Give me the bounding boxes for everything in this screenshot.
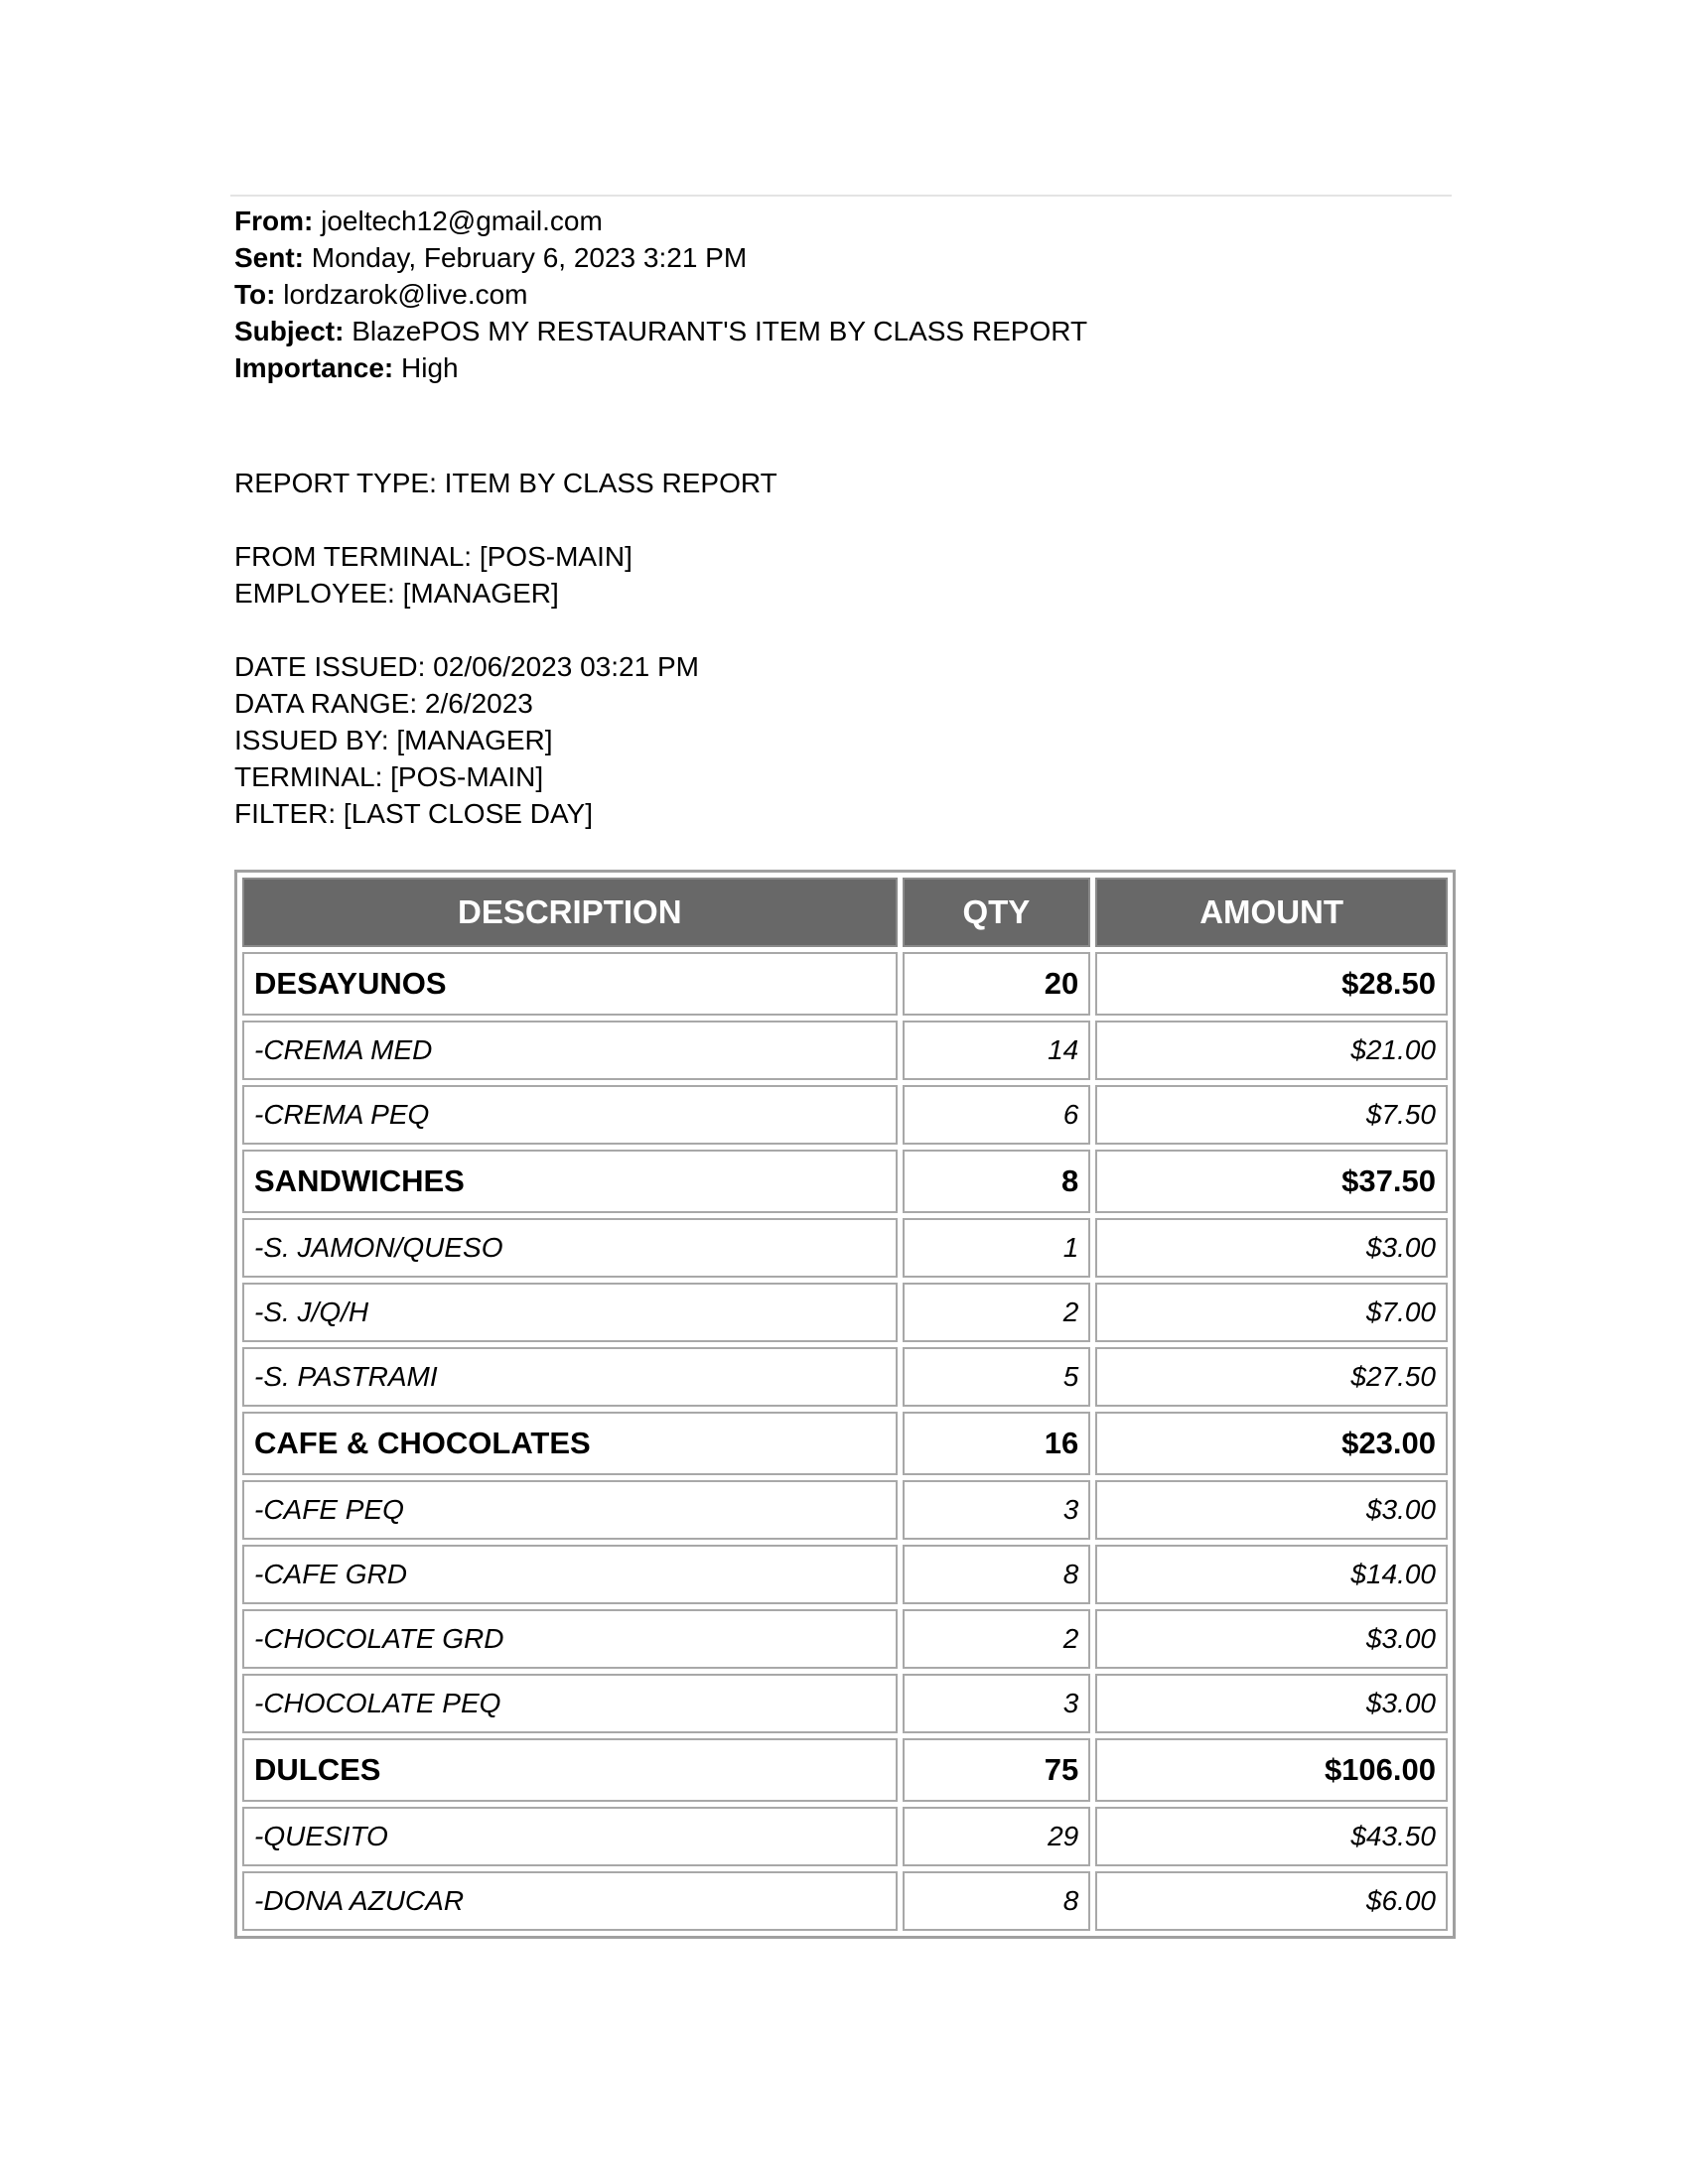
qty-cell: 29 xyxy=(903,1807,1091,1866)
description-cell: -CAFE GRD xyxy=(242,1545,898,1604)
item-row xyxy=(242,1085,1448,1145)
sent-row xyxy=(234,239,1087,276)
item-row xyxy=(242,1021,1448,1080)
header-description: DESCRIPTION xyxy=(242,878,898,947)
amount-cell: $106.00 xyxy=(1095,1738,1448,1802)
qty-cell: 8 xyxy=(903,1871,1091,1931)
description-cell: -CAFE PEQ xyxy=(242,1480,898,1540)
importance-label: Importance: xyxy=(234,352,394,383)
issued-by: ISSUED BY: [MANAGER] xyxy=(234,725,553,755)
amount-cell: $7.50 xyxy=(1095,1085,1448,1145)
amount-cell: $43.50 xyxy=(1095,1807,1448,1866)
qty-cell: 3 xyxy=(903,1674,1091,1733)
data-range: DATA RANGE: 2/6/2023 xyxy=(234,688,533,719)
from-label: From: xyxy=(234,205,314,236)
qty-cell: 2 xyxy=(903,1609,1091,1669)
amount-cell: $3.00 xyxy=(1095,1674,1448,1733)
description-cell: -S. JAMON/QUESO xyxy=(242,1218,898,1278)
description-cell: -S. J/Q/H xyxy=(242,1283,898,1342)
item-row xyxy=(242,1480,1448,1540)
class-row xyxy=(242,1738,1448,1802)
qty-cell: 8 xyxy=(903,1150,1091,1213)
table-body xyxy=(242,952,1448,1931)
qty-cell: 20 xyxy=(903,952,1091,1016)
item-by-class-table xyxy=(234,870,1456,1939)
item-row xyxy=(242,1347,1448,1407)
description-cell: -QUESITO xyxy=(242,1807,898,1866)
importance-row xyxy=(234,349,1087,386)
sent-value: Monday, February 6, 2023 3:21 PM xyxy=(311,242,748,273)
item-row xyxy=(242,1807,1448,1866)
class-row xyxy=(242,1412,1448,1475)
header-qty: QTY xyxy=(903,878,1091,947)
item-row xyxy=(242,1609,1448,1669)
amount-cell: $7.00 xyxy=(1095,1283,1448,1342)
amount-cell: $21.00 xyxy=(1095,1021,1448,1080)
from-value: joeltech12@gmail.com xyxy=(321,205,603,236)
importance-value: High xyxy=(401,352,459,383)
email-header xyxy=(234,203,1087,386)
item-row xyxy=(242,1283,1448,1342)
description-cell: -S. PASTRAMI xyxy=(242,1347,898,1407)
to-label: To: xyxy=(234,279,276,310)
description-cell: SANDWICHES xyxy=(242,1150,898,1213)
qty-cell: 14 xyxy=(903,1021,1091,1080)
description-cell: DULCES xyxy=(242,1738,898,1802)
amount-cell: $14.00 xyxy=(1095,1545,1448,1604)
description-cell: -DONA AZUCAR xyxy=(242,1871,898,1931)
amount-cell: $6.00 xyxy=(1095,1871,1448,1931)
terminal: TERMINAL: [POS-MAIN] xyxy=(234,761,544,792)
amount-cell: $28.50 xyxy=(1095,952,1448,1016)
sent-label: Sent: xyxy=(234,242,304,273)
report-type: REPORT TYPE: ITEM BY CLASS REPORT xyxy=(234,468,777,498)
description-cell: -CHOCOLATE GRD xyxy=(242,1609,898,1669)
table-header-row xyxy=(242,878,1448,947)
subject-row xyxy=(234,313,1087,349)
amount-cell: $27.50 xyxy=(1095,1347,1448,1407)
employee: EMPLOYEE: [MANAGER] xyxy=(234,578,559,609)
from-terminal: FROM TERMINAL: [POS-MAIN] xyxy=(234,541,633,572)
item-row xyxy=(242,1674,1448,1733)
description-cell: CAFE & CHOCOLATES xyxy=(242,1412,898,1475)
amount-cell: $37.50 xyxy=(1095,1150,1448,1213)
header-divider xyxy=(230,195,1452,197)
filter: FILTER: [LAST CLOSE DAY] xyxy=(234,798,593,829)
amount-cell: $3.00 xyxy=(1095,1480,1448,1540)
qty-cell: 8 xyxy=(903,1545,1091,1604)
subject-label: Subject: xyxy=(234,316,345,346)
item-row xyxy=(242,1545,1448,1604)
qty-cell: 2 xyxy=(903,1283,1091,1342)
qty-cell: 1 xyxy=(903,1218,1091,1278)
qty-cell: 75 xyxy=(903,1738,1091,1802)
date-issued: DATE ISSUED: 02/06/2023 03:21 PM xyxy=(234,651,699,682)
amount-cell: $23.00 xyxy=(1095,1412,1448,1475)
class-row xyxy=(242,952,1448,1016)
class-row xyxy=(242,1150,1448,1213)
qty-cell: 3 xyxy=(903,1480,1091,1540)
to-value: lordzarok@live.com xyxy=(283,279,528,310)
header-amount: AMOUNT xyxy=(1095,878,1448,947)
qty-cell: 6 xyxy=(903,1085,1091,1145)
amount-cell: $3.00 xyxy=(1095,1218,1448,1278)
report-info xyxy=(234,465,777,832)
description-cell: -CHOCOLATE PEQ xyxy=(242,1674,898,1733)
qty-cell: 5 xyxy=(903,1347,1091,1407)
description-cell: DESAYUNOS xyxy=(242,952,898,1016)
to-row xyxy=(234,276,1087,313)
item-row xyxy=(242,1218,1448,1278)
description-cell: -CREMA MED xyxy=(242,1021,898,1080)
item-row xyxy=(242,1871,1448,1931)
subject-value: BlazePOS MY RESTAURANT'S ITEM BY CLASS REPORT xyxy=(352,316,1088,346)
amount-cell: $3.00 xyxy=(1095,1609,1448,1669)
from-row xyxy=(234,203,1087,239)
qty-cell: 16 xyxy=(903,1412,1091,1475)
description-cell: -CREMA PEQ xyxy=(242,1085,898,1145)
